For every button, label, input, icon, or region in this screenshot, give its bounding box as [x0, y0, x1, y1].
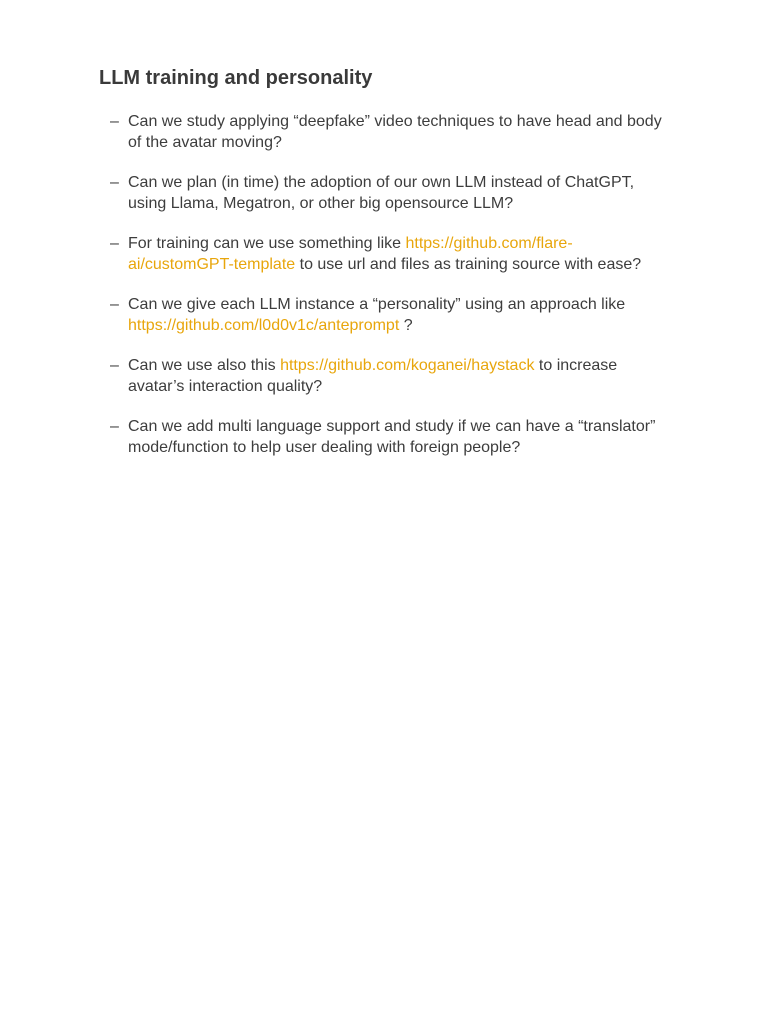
- item-text: Can we add multi language support and study if we can have a “translator” mode/function to help user dealing with foreign people?: [128, 418, 656, 456]
- list-item: [0, 234, 668, 275]
- list-item: [0, 356, 668, 397]
- item-text-before: Can we use also this: [128, 357, 281, 374]
- item-text-after: ?: [399, 316, 413, 334]
- item-text-before: For training can we use something like: [128, 235, 406, 252]
- bullet-dash: –: [110, 235, 119, 252]
- bullet-dash: –: [110, 174, 119, 191]
- bullet-dash: –: [110, 296, 119, 313]
- item-text-after: to increase avatar’s interaction quality?: [128, 357, 618, 395]
- item-text-before: Can we give each LLM instance a “personality” using an approach like: [128, 296, 626, 313]
- bullet-list: [0, 112, 768, 478]
- item-text: Can we study applying “deepfake” video techniques to have head and body of the avatar moving?: [128, 113, 662, 151]
- bullet-dash: –: [110, 418, 119, 435]
- haystack-link[interactable]: https://github.com/koganei/haystack: [280, 357, 535, 374]
- list-item: [0, 173, 668, 214]
- item-text-after: to use url and files as training source with ease?: [295, 255, 642, 273]
- bullet-dash: –: [110, 357, 119, 374]
- list-item: [0, 112, 668, 153]
- item-text: Can we plan (in time) the adoption of our own LLM instead of ChatGPT, using Llama, Megatron, or other big opensource LLM?: [128, 174, 635, 212]
- page-title: LLM training and personality: [99, 67, 373, 89]
- customgpt-template-link[interactable]: https://github.com/flare-ai/customGPT-template: [128, 235, 573, 273]
- anteprompt-link[interactable]: https://github.com/l0d0v1c/anteprompt: [128, 316, 400, 334]
- bullet-dash: –: [110, 113, 119, 130]
- list-item: [0, 417, 668, 458]
- list-item: [0, 295, 668, 336]
